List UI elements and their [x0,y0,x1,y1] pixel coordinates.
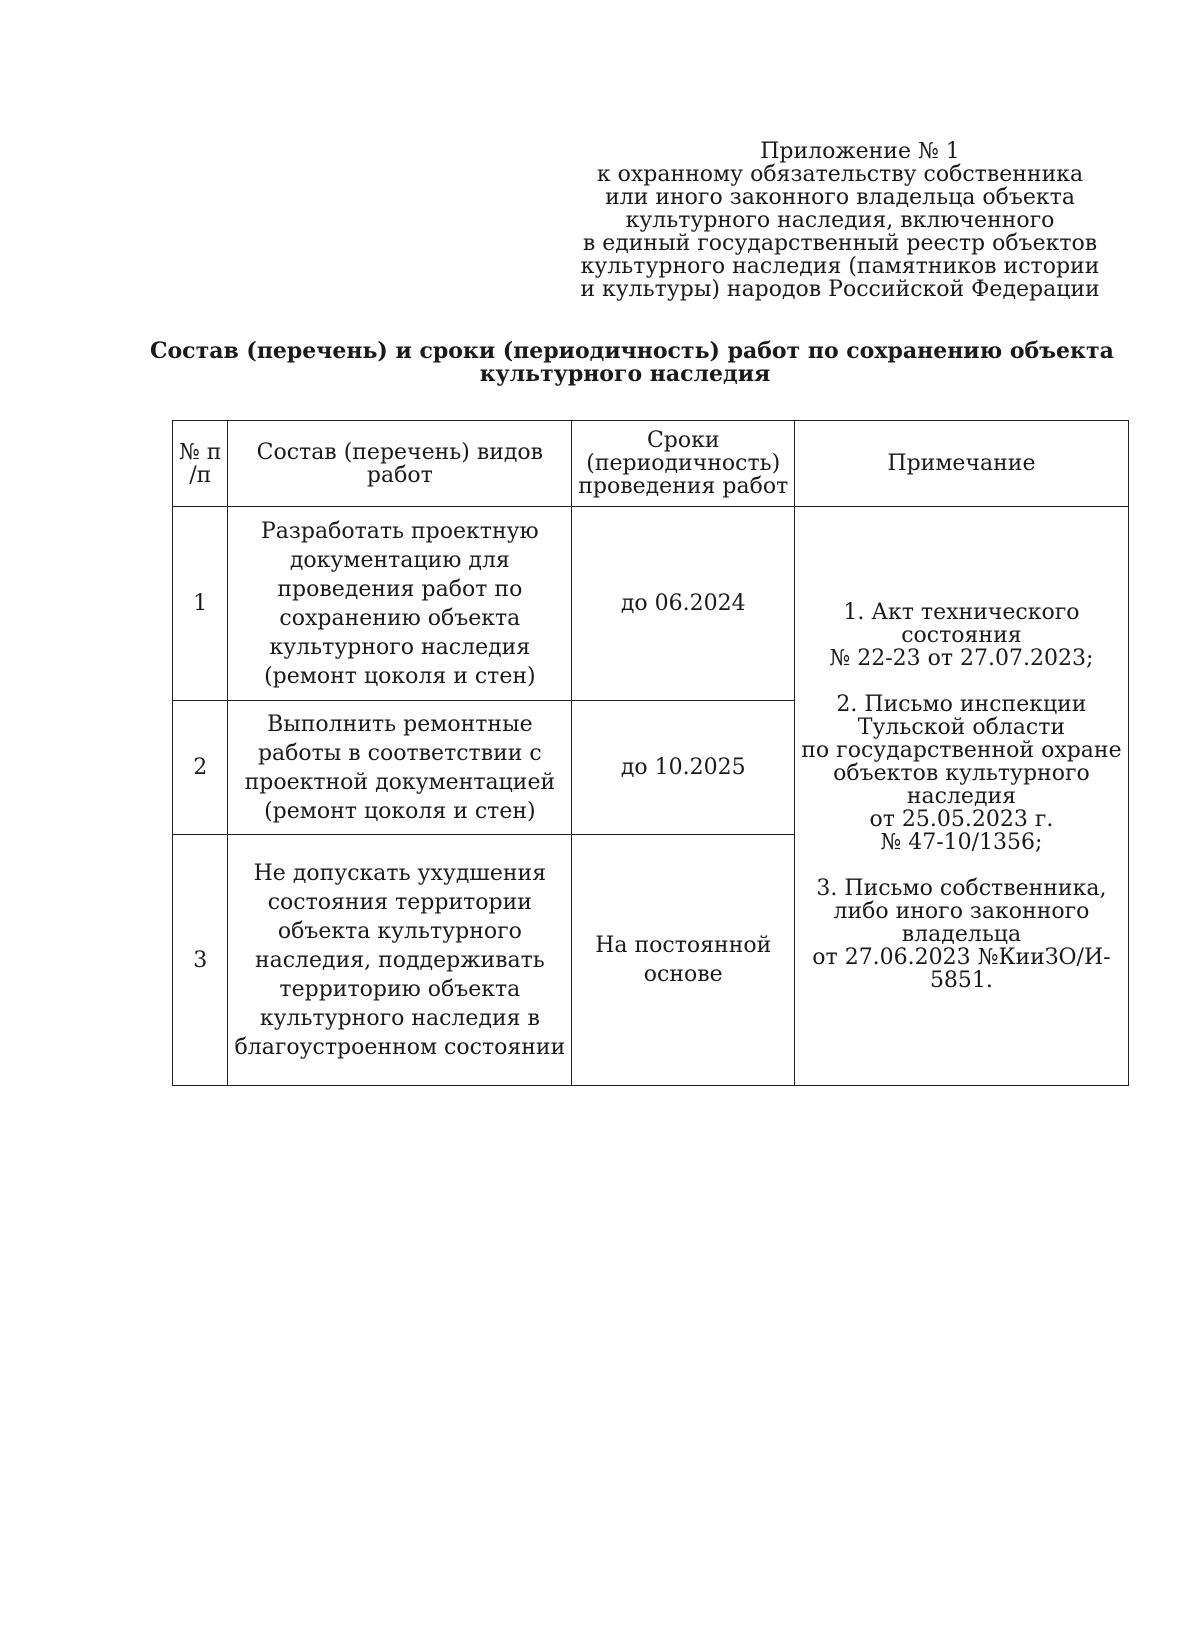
header-text: проведения работ [578,474,789,499]
works-line: Не допускать ухудшения [253,860,547,886]
row-term [572,701,795,835]
works-line: наследия, поддерживать [254,947,545,973]
annex-line: Приложение № 1 [760,139,960,164]
row-num: 2 [173,701,228,835]
works-line: проведения работ по [277,576,523,602]
header-text: № п [179,439,222,465]
row-works [228,835,572,1086]
works-line: объекта культурного [277,918,522,944]
note-cell [795,507,1128,1086]
header-num [173,421,228,507]
note-line: от 25.05.2023 г. [869,806,1054,832]
works-line: Выполнить ремонтные [267,711,533,737]
note-line: № 47-10/1356; [880,829,1043,855]
title-line: культурного наследия [479,361,771,387]
header-works [228,421,572,507]
annex-line: к охранному обязательству собственника [596,162,1084,187]
note-line: наследия [906,783,1017,809]
note-line: № 22-23 от 27.07.2023; [829,645,1094,671]
note-line: 1. Акт технического [843,599,1080,625]
document-title [150,338,1114,387]
header-text: /п [189,462,212,488]
note-block-1 [801,601,1121,670]
works-line: документацию для [289,547,510,573]
header-text: Состав (перечень) видов [256,439,544,465]
row-term [572,507,795,701]
note-line: по государственной охране [801,737,1122,763]
row-num: 1 [173,507,228,701]
note-line: 3. Письмо собственника, [816,875,1107,901]
works-line: Разработать проектную [260,518,539,544]
note-block-2 [801,693,1121,854]
works-table [172,420,1129,1086]
works-line: (ремонт цоколя и стен) [264,663,536,689]
note-block-3 [801,877,1121,992]
works-line: сохранению объекта [279,605,521,631]
works-line: территорию объекта [279,976,521,1002]
header-note: Примечание [795,421,1128,507]
note-line: Тульской области [857,714,1066,740]
header-term [572,421,795,507]
term-line: основе [643,962,723,987]
works-line: проектной документацией [244,769,556,795]
annex-line: и культуры) народов Российской Федерации [580,277,1100,302]
works-line: благоустроенном состоянии [234,1034,566,1060]
annex-line: или иного законного владельца объекта [605,185,1075,210]
note-line: от 27.06.2023 №КииЗО/И- [812,944,1111,970]
note-line: 2. Письмо инспекции [836,691,1087,717]
table-row [173,507,1129,701]
title-line: Состав (перечень) и сроки (периодичность) работ по сохранению объекта [150,338,1114,364]
note-line: объектов культурного [833,760,1090,786]
annex-header [560,140,1120,301]
annex-line: культурного наследия, включенного [625,208,1055,233]
note-line: владельца [901,921,1022,947]
annex-line: в единый государственный реестр объектов [582,231,1098,256]
works-line: культурного наследия [269,634,531,660]
note-line: 5851. [929,967,993,993]
works-line: (ремонт цоколя и стен) [264,798,536,824]
header-text: работ [366,462,433,488]
term-line: до 06.2024 [620,591,746,616]
note-line: либо иного законного [833,898,1090,924]
row-works [228,701,572,835]
header-text: Сроки [646,428,720,453]
term-line: На постоянной [595,933,772,958]
term-line: до 10.2025 [620,755,746,780]
annex-line: культурного наследия (памятников истории [580,254,1100,279]
works-line: состояния территории [267,889,532,915]
works-line: работы в соответствии с [257,740,542,766]
table-header-row [173,421,1129,507]
row-works [228,507,572,701]
row-term [572,835,795,1086]
row-num: 3 [173,835,228,1086]
note-line: состояния [901,622,1022,648]
works-line: культурного наследия в [259,1005,540,1031]
header-text: (периодичность) [586,451,781,476]
